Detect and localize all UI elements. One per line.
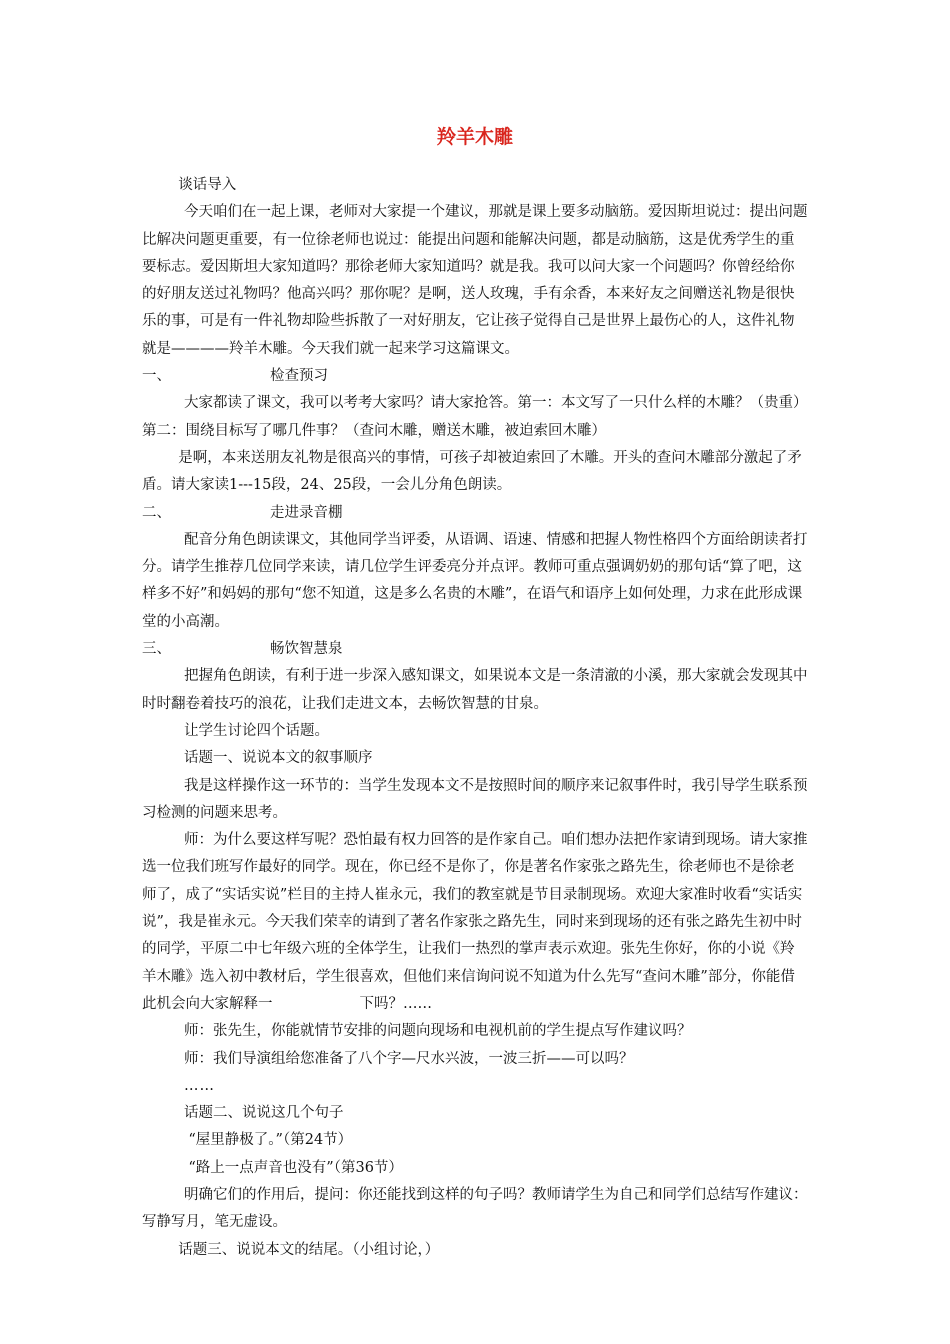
section-2-number: 二、 bbox=[142, 504, 171, 521]
section-1-paragraph-1: 大家都读了课文，我可以考考大家吗？请大家抢答。第一：本文写了一只什么样的木雕？（贵重）第二：围绕目标写了哪几件事？（查问木雕，赠送木雕，被迫索回木雕） bbox=[142, 395, 808, 439]
section-3-paragraph-1: 把握角色朗读，有利于进一步深入感知课文，如果说本文是一条清澈的小溪，那大家就会发现其中时时翻卷着技巧的浪花，让我们走进文本，去畅饮智慧的甘泉。 bbox=[142, 668, 808, 712]
document-title: 羚羊木雕 bbox=[436, 126, 513, 148]
topic-2-quote-2: “路上一点声音也没有”（第36节） bbox=[188, 1159, 403, 1176]
topic-1-paragraph-3: 师：张先生，你能就情节安排的问题向现场和电视机前的学生提点写作建议吗？ bbox=[184, 1023, 692, 1040]
topic-2-heading: 话题二、说说这几个句子 bbox=[184, 1105, 344, 1122]
section-3-number: 三、 bbox=[142, 641, 171, 658]
section-2-heading bbox=[142, 500, 808, 527]
section-2-title: 走进录音棚 bbox=[270, 504, 343, 521]
section-3-title: 畅饮智慧泉 bbox=[270, 641, 343, 658]
topic-1-ellipsis: …… bbox=[184, 1077, 215, 1094]
section-1-number: 一、 bbox=[142, 368, 171, 385]
document-body bbox=[142, 172, 808, 1264]
section-1-heading bbox=[142, 363, 808, 390]
section-2-paragraph-1: 配音分角色朗读课文，其他同学当评委，从语调、语速、情感和把握人物性格四个方面给朗读者打分。请学生推荐几位同学来读，请几位学生评委亮分并点评。教师可重点强调奶奶的那句话“算了吧，这样多不好”和妈妈的那句“您不知道，这是多么名贵的木雕”，在语气和语序上如何处理，力求在此形成课堂的小高潮。 bbox=[142, 531, 808, 630]
topic-1-paragraph-2: 师：为什么要这样写呢？恐怕最有权力回答的是作家自己。咱们想办法把作家请到现场。请大家推选一位我们班写作最好的同学。现在，你已经不是你了，你是著名作家张之路先生，徐老师也不是徐老师了，成了“实话实说”栏目的主持人崔永元，我们的教室就是节目录制现场。欢迎大家准时收看“实话实说”，我是崔永元。今天我们荣幸的请到了著名作家张之路先生，同时来到现场的还有张之路先生初中时的同学，平原二中七年级六班的全体学生，让我们一热烈的掌声表示欢迎。张先生你好，你的小说《羚羊木雕》选入初中教材后，学生很喜欢，但他们来信询问说不知道为什么先写“查问木雕”部分，你能借此机会向大家解释一 下吗？…… bbox=[142, 832, 808, 1012]
topic-1-paragraph-4: 师：我们导演组给您准备了八个字—尺水兴波，一波三折——可以吗？ bbox=[184, 1050, 634, 1067]
section-3-heading bbox=[142, 636, 808, 663]
section-1-title: 检查预习 bbox=[270, 368, 328, 385]
topic-3-heading: 话题三、说说本文的结尾。（小组讨论，） bbox=[178, 1241, 440, 1258]
intro-heading: 谈话导入 bbox=[178, 177, 237, 193]
section-1-paragraph-2: 是啊，本来送朋友礼物是很高兴的事情，可孩子却被迫索回了木雕。开头的查问木雕部分激起了矛盾。请大家读1---15段，24、25段，一会儿分角色朗读。 bbox=[142, 449, 802, 494]
topic-1-heading: 话题一、说说本文的叙事顺序 bbox=[184, 750, 373, 767]
intro-paragraph: 今天咱们在一起上课，老师对大家提一个建议，那就是课上要多动脑筋。爱因斯坦说过：提出问题比解决问题更重要，有一位徐老师也说过：能提出问题和能解决问题，都是动脑筋，这是优秀学生的重要标志。爱因斯坦大家知道吗？那徐老师大家知道吗？就是我。我可以问大家一个问题吗？你曾经给你的好朋友送过礼物吗？他高兴吗？那你呢？是啊，送人玫瑰，手有余香，本来好友之间赠送礼物是很快乐的事，可是有一件礼物却险些拆散了一对好朋友，它让孩子觉得自己是世界上最伤心的人，这件礼物就是————羚羊木雕。今天我们就一起来学习这篇课文。 bbox=[142, 204, 808, 357]
topic-1-paragraph-1: 我是这样操作这一环节的：当学生发现本文不是按照时间的顺序来记叙事件时，我引导学生联系预习检测的问题来思考。 bbox=[142, 777, 808, 821]
topic-2-paragraph-1: 明确它们的作用后，提问：你还能找到这样的句子吗？教师请学生为自己和同学们总结写作建议：写静写月，笔无虚设。 bbox=[142, 1186, 808, 1231]
section-3-paragraph-2: 让学生讨论四个话题。 bbox=[184, 722, 330, 739]
topic-2-quote-1: “屋里静极了。”（第24节） bbox=[188, 1132, 353, 1149]
